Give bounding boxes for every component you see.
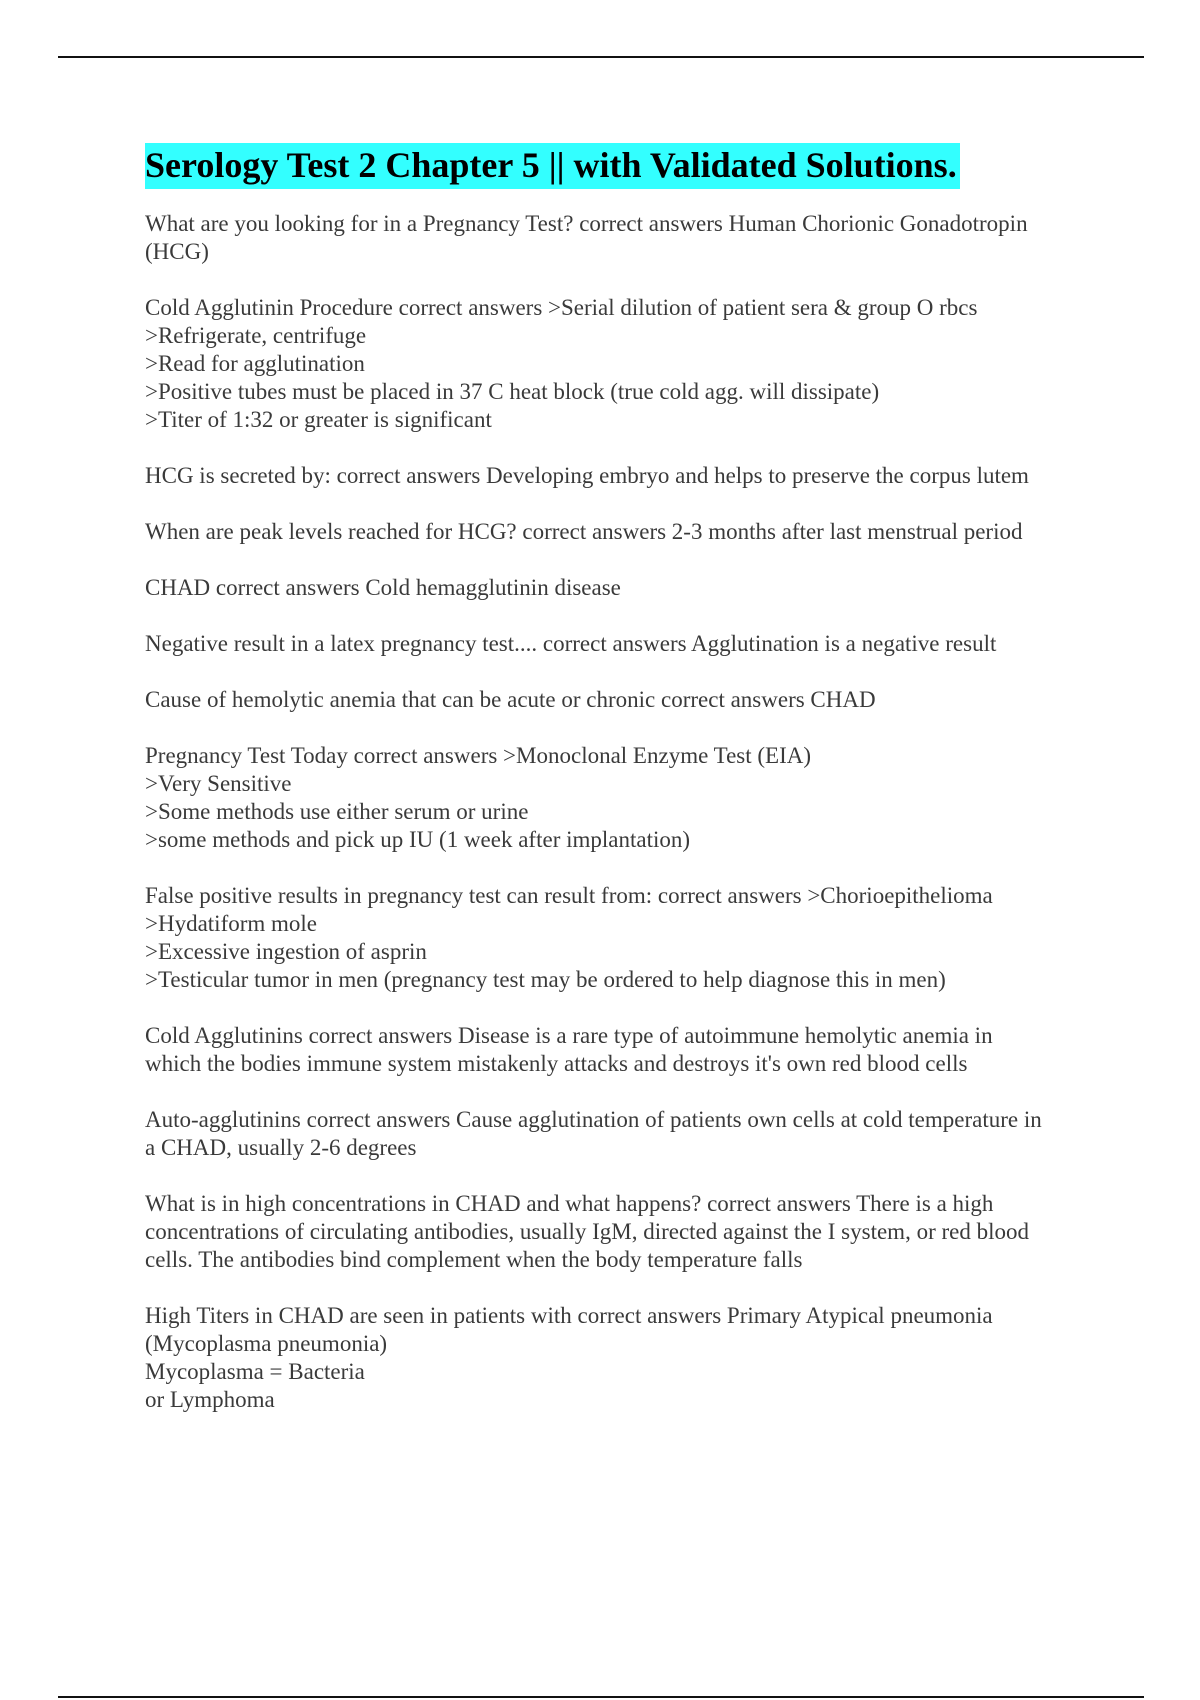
qa-entry-line: or Lymphoma bbox=[145, 1387, 275, 1412]
qa-entry bbox=[145, 518, 1095, 546]
top-rule bbox=[58, 56, 1144, 58]
qa-entry-line: What are you looking for in a Pregnancy Test? correct answers Human Chorionic Gonadotropin bbox=[145, 211, 1028, 236]
qa-entry-line: False positive results in pregnancy test can result from: correct answers >Chorioepithelioma bbox=[145, 883, 993, 908]
qa-entry-line: >Read for agglutination bbox=[145, 351, 365, 376]
qa-entry-line: >Positive tubes must be placed in 37 C heat block (true cold agg. will dissipate) bbox=[145, 379, 880, 404]
qa-entry-line: When are peak levels reached for HCG? correct answers 2-3 months after last menstrual period bbox=[145, 519, 1023, 544]
qa-entry-line: Mycoplasma = Bacteria bbox=[145, 1359, 365, 1384]
qa-entry bbox=[145, 882, 1095, 994]
qa-entry bbox=[145, 210, 1095, 266]
qa-entry bbox=[145, 1106, 1095, 1162]
qa-entry-line: High Titers in CHAD are seen in patients with correct answers Primary Atypical pneumonia bbox=[145, 1303, 993, 1328]
qa-entry bbox=[145, 462, 1095, 490]
qa-entry-line: Cold Agglutinins correct answers Disease is a rare type of autoimmune hemolytic anemia in bbox=[145, 1023, 993, 1048]
document-body bbox=[145, 143, 1095, 1442]
qa-entry bbox=[145, 1190, 1095, 1274]
qa-entry-line: Pregnancy Test Today correct answers >Monoclonal Enzyme Test (EIA) bbox=[145, 743, 812, 768]
qa-entry-line: (HCG) bbox=[145, 239, 209, 264]
qa-entry-line: >Some methods use either serum or urine bbox=[145, 799, 529, 824]
qa-entry-line: >Excessive ingestion of asprin bbox=[145, 939, 427, 964]
qa-entry-line: HCG is secreted by: correct answers Developing embryo and helps to preserve the corpus lutem bbox=[145, 463, 1029, 488]
qa-entry-line: >Titer of 1:32 or greater is significant bbox=[145, 407, 492, 432]
qa-entry-line: >Very Sensitive bbox=[145, 771, 292, 796]
bottom-rule bbox=[58, 1696, 1144, 1698]
qa-entry-line: Auto-agglutinins correct answers Cause agglutination of patients own cells at cold temperature in bbox=[145, 1107, 1042, 1132]
document-title: Serology Test 2 Chapter 5 || with Validated Solutions. bbox=[145, 143, 960, 189]
qa-entry bbox=[145, 574, 1095, 602]
qa-entry-line: >Refrigerate, centrifuge bbox=[145, 323, 367, 348]
qa-entries bbox=[145, 210, 1095, 1414]
qa-entry bbox=[145, 742, 1095, 854]
qa-entry-line: concentrations of circulating antibodies, usually IgM, directed against the I system, or red blood bbox=[145, 1219, 1029, 1244]
qa-entry bbox=[145, 1022, 1095, 1078]
qa-entry-line: >some methods and pick up IU (1 week after implantation) bbox=[145, 827, 691, 852]
qa-entry-line: Cause of hemolytic anemia that can be acute or chronic correct answers CHAD bbox=[145, 687, 876, 712]
qa-entry bbox=[145, 1302, 1095, 1414]
qa-entry bbox=[145, 630, 1095, 658]
qa-entry-line: >Hydatiform mole bbox=[145, 911, 318, 936]
qa-entry-line: CHAD correct answers Cold hemagglutinin disease bbox=[145, 575, 621, 600]
qa-entry-line: >Testicular tumor in men (pregnancy test may be ordered to help diagnose this in men) bbox=[145, 967, 946, 992]
qa-entry-line: (Mycoplasma pneumonia) bbox=[145, 1331, 388, 1356]
qa-entry-line: Negative result in a latex pregnancy test.... correct answers Agglutination is a negative result bbox=[145, 631, 997, 656]
qa-entry-line: Cold Agglutinin Procedure correct answers >Serial dilution of patient sera & group O rbcs bbox=[145, 295, 978, 320]
qa-entry bbox=[145, 294, 1095, 434]
qa-entry-line: What is in high concentrations in CHAD and what happens? correct answers There is a high bbox=[145, 1191, 994, 1216]
qa-entry-line: a CHAD, usually 2-6 degrees bbox=[145, 1135, 417, 1160]
qa-entry-line: cells. The antibodies bind complement when the body temperature falls bbox=[145, 1247, 803, 1272]
qa-entry-line: which the bodies immune system mistakenly attacks and destroys it's own red blood cells bbox=[145, 1051, 968, 1076]
qa-entry bbox=[145, 686, 1095, 714]
